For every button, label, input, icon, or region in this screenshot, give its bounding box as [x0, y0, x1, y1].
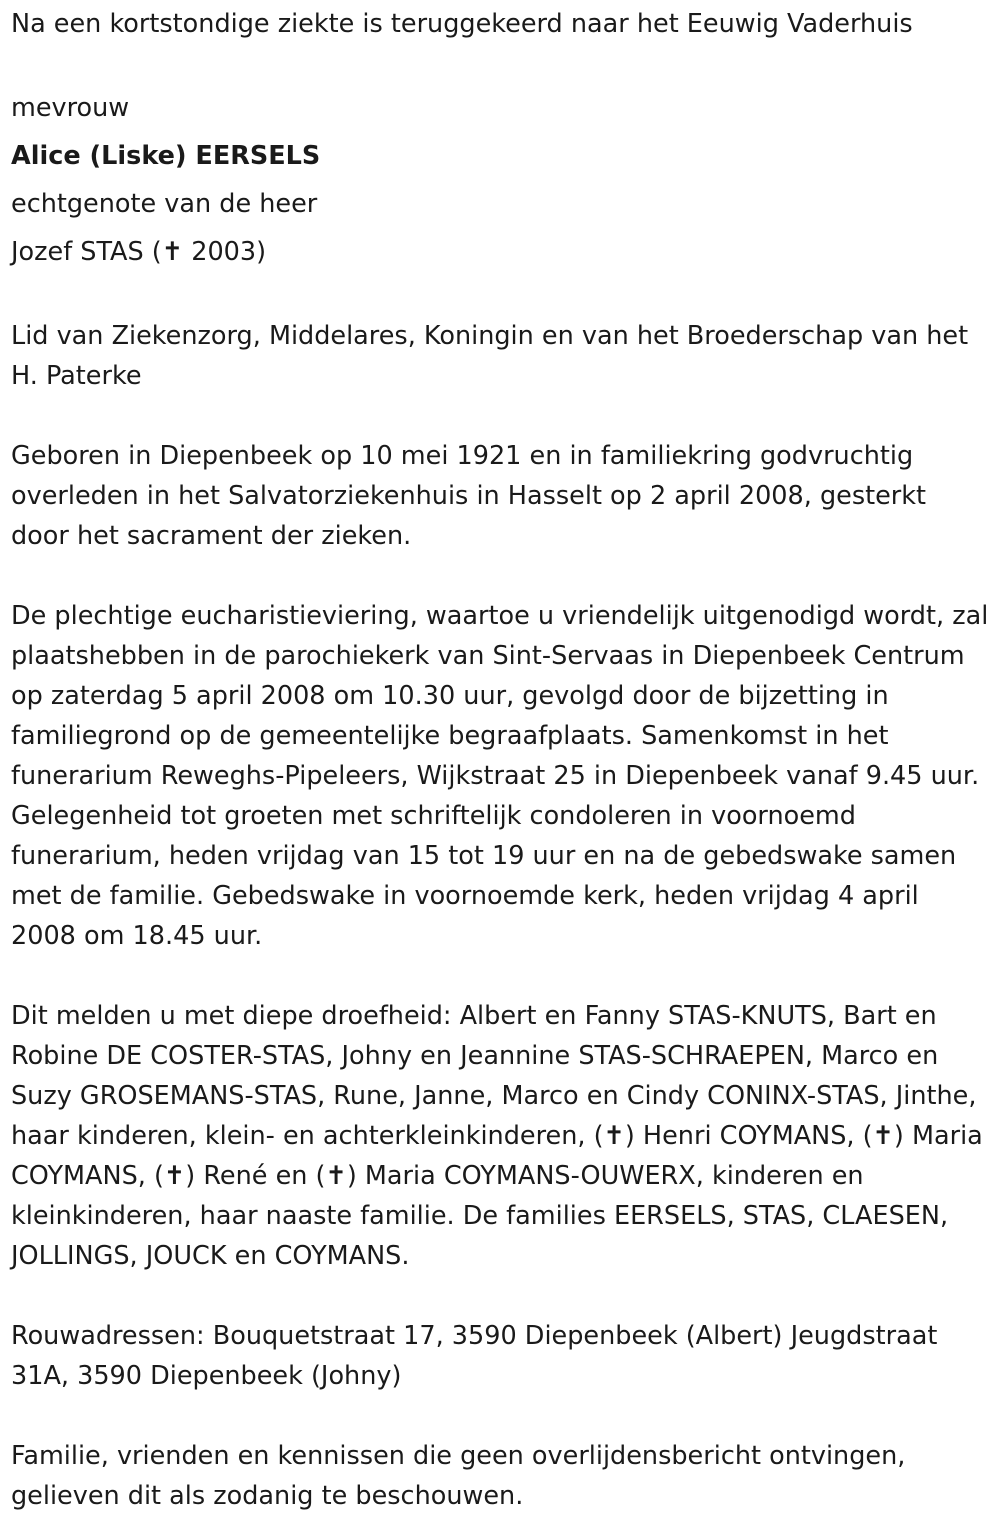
- opening-line: Na een kortstondige ziekte is teruggekeerd naar het Eeuwig Vaderhuis: [11, 9, 913, 39]
- deceased-block: [11, 84, 991, 276]
- closing-paragraph: Familie, vrienden en kennissen die geen overlijdensbericht ontvingen, gelieven dit als zodanig te beschouwen.: [11, 1441, 906, 1511]
- addresses-paragraph: Rouwadressen: Bouquetstraat 17, 3590 Diepenbeek (Albert) Jeugdstraat 31A, 3590 Diepenbeek (Johny): [11, 1321, 938, 1391]
- ceremony-paragraph: De plechtige eucharistieviering, waartoe u vriendelijk uitgenodigd wordt, zal plaatshebben in de parochiekerk van Sint-Servaas in Diepenbeek Centrum op zaterdag 5 april 2008 om 10.30 uur, gevolgd door de bijzetting in familiegrond op de gemeentelijke begraafplaats. Samenkomst in het funerarium Reweghs-Pipeleers, Wijkstraat 25 in Diepenbeek vanaf 9.45 uur. Gelegenheid tot groeten met schriftelijk condoleren in voornoemd funerarium, heden vrijdag van 15 tot 19 uur en na de gebedswake samen met de familie. Gebedswake in voornoemde kerk, heden vrijdag 4 april 2008 om 18.45 uur.: [11, 601, 989, 951]
- memberships-paragraph: Lid van Ziekenzorg, Middelares, Koningin en van het Broederschap van het H. Paterke: [11, 321, 969, 391]
- deceased-name: Alice (Liske) EERSELS: [11, 141, 321, 171]
- obituary-document: [11, 4, 991, 1516]
- deceased-spouse: Jozef STAS (✝ 2003): [11, 237, 267, 267]
- deceased-title: mevrouw: [11, 93, 130, 123]
- birth-death-paragraph: Geboren in Diepenbeek op 10 mei 1921 en in familiekring godvruchtig overleden in het Salvatorziekenhuis in Hasselt op 2 april 2008, gesterkt door het sacrament der zieken.: [11, 441, 927, 551]
- announcement-paragraph: Dit melden u met diepe droefheid: Albert en Fanny STAS-KNUTS, Bart en Robine DE COSTER-STAS, Johny en Jeannine STAS-SCHRAEPEN, Marco en Suzy GROSEMANS-STAS, Rune, Janne, Marco en Cindy CONINX-STAS, Jinthe, haar kinderen, klein- en achterkleinkinderen, (✝) Henri COYMANS, (✝) Maria COYMANS, (✝) René en (✝) Maria COYMANS-OUWERX, kinderen en kleinkinderen, haar naaste familie. De families EERSELS, STAS, CLAESEN, JOLLINGS, JOUCK en COYMANS.: [11, 1001, 983, 1271]
- deceased-relation: echtgenote van de heer: [11, 189, 318, 219]
